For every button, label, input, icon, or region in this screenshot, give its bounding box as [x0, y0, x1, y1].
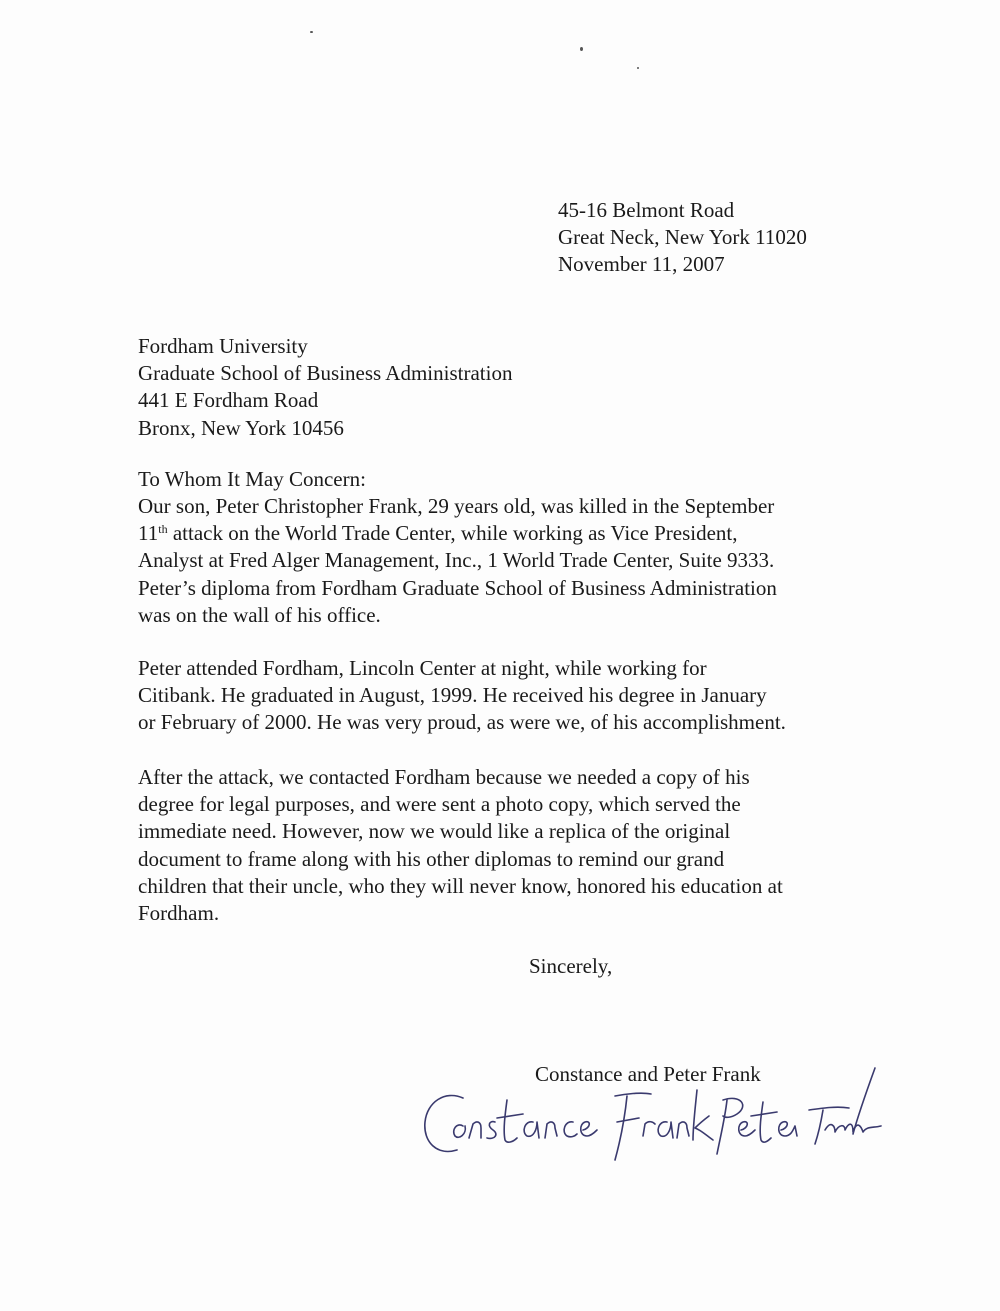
- paragraph-line: Our son, Peter Christopher Frank, 29 years old, was killed in the September: [138, 494, 775, 518]
- line-rest: attack on the World Trade Center, while working as Vice President,: [167, 521, 738, 546]
- recipient-address: [138, 333, 512, 442]
- date-number: 11: [138, 521, 159, 546]
- letter-date: November 11, 2007: [558, 252, 725, 277]
- paragraph-line: Citibank. He graduated in August, 1999. He received his degree in January: [138, 683, 767, 708]
- sender-city-line: Great Neck, New York 11020: [558, 225, 807, 250]
- paragraph-line: document to frame along with his other diplomas to remind our grand: [138, 846, 725, 871]
- recipient-street: 441 E Fordham Road: [138, 388, 319, 413]
- paragraph-line: degree for legal purposes, and were sent a photo copy, which served the: [138, 792, 741, 817]
- signatories-text: Constance and Peter Frank: [535, 1062, 761, 1086]
- sender-street: 45-16 Belmont Road: [558, 198, 735, 222]
- paragraph-line: After the attack, we contacted Fordham because we needed a copy of his: [138, 765, 750, 789]
- closing-text: Sincerely,: [529, 954, 613, 978]
- scan-speck: [310, 31, 313, 33]
- paragraph-line: or February of 2000. He was very proud, as were we, of his accomplishment.: [138, 710, 786, 735]
- recipient-city-line: Bronx, New York 10456: [138, 415, 344, 440]
- paragraph-line: was on the wall of his office.: [138, 602, 381, 627]
- paragraph-line: Peter’s diploma from Fordham Graduate School of Business Administration: [138, 575, 777, 600]
- scan-speck: [637, 67, 639, 69]
- recipient-department: Graduate School of Business Administration: [138, 361, 513, 386]
- paragraph-line: Peter attended Fordham, Lincoln Center at night, while working for: [138, 656, 707, 680]
- paragraph-line: Fordham.: [138, 901, 220, 926]
- greeting-text: To Whom It May Concern:: [138, 467, 366, 491]
- paragraph-line: immediate need. However, now we would like a replica of the original: [138, 819, 731, 844]
- handwritten-signature: [405, 1060, 895, 1170]
- recipient-name: Fordham University: [138, 334, 308, 358]
- scan-speck: [580, 47, 583, 51]
- paragraph-2: [138, 655, 786, 737]
- paragraph-line: [138, 520, 777, 547]
- greeting: [138, 466, 366, 493]
- paragraph-line: Analyst at Fred Alger Management, Inc., 1 World Trade Center, Suite 9333.: [138, 548, 775, 573]
- signature-strokes: [425, 1068, 881, 1160]
- paragraph-line: children that their uncle, who they will never know, honored his education at: [138, 873, 783, 898]
- sender-address: [558, 197, 807, 279]
- ordinal-suffix: th: [158, 522, 168, 537]
- paragraph-3: [138, 764, 783, 927]
- closing: [529, 953, 612, 980]
- paragraph-1: [138, 493, 777, 629]
